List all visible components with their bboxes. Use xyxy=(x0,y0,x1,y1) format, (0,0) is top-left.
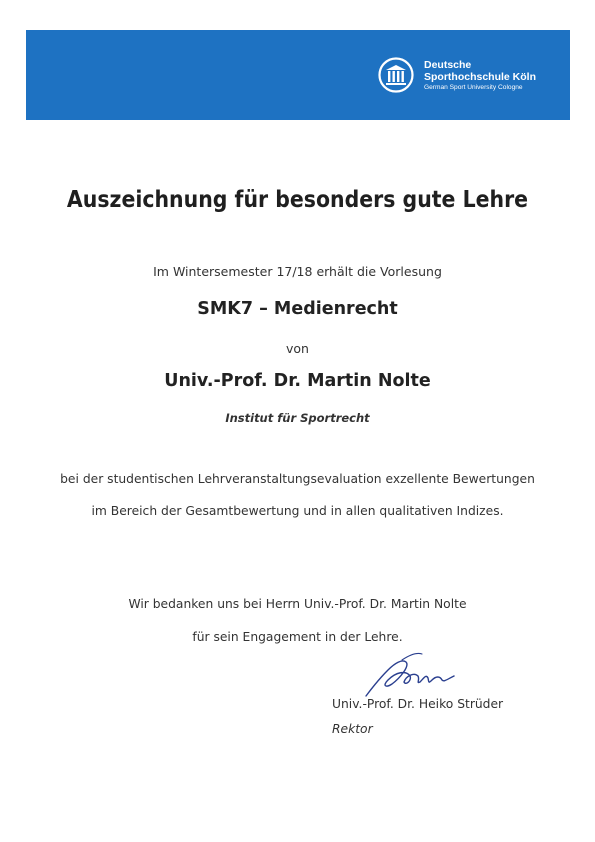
logo-line-1: Deutsche xyxy=(424,59,472,71)
handwritten-signature xyxy=(362,650,458,700)
logo-wordmark xyxy=(424,60,536,92)
signatory-name: Univ.-Prof. Dr. Heiko Strüder xyxy=(332,697,504,711)
signatory-role: Rektor xyxy=(332,722,373,736)
recipient-name: Univ.-Prof. Dr. Martin Nolte xyxy=(164,371,431,391)
course-name: SMK7 – Medienrecht xyxy=(197,299,398,319)
body-line-1: bei der studentischen Lehrveranstaltungsevaluation exzellente Bewertungen xyxy=(60,472,535,486)
von-text: von xyxy=(286,341,309,356)
body-line-2: im Bereich der Gesamtbewertung und in allen qualitativen Indizes. xyxy=(91,504,504,518)
certificate-title: Auszeichnung für besonders gute Lehre xyxy=(66,187,529,213)
header-banner xyxy=(26,30,570,120)
institute-name: Institut für Sportrecht xyxy=(225,411,370,425)
logo-line-3: German Sport University Cologne xyxy=(424,84,523,91)
thanks-line-1: Wir bedanken uns bei Herrn Univ.-Prof. Dr. Martin Nolte xyxy=(128,597,467,611)
logo-line-2: Sporthochschule Köln xyxy=(424,70,537,83)
thanks-line-2: für sein Engagement in der Lehre. xyxy=(192,630,403,644)
intro-text: Im Wintersemester 17/18 erhält die Vorlesung xyxy=(153,264,442,279)
institution-columns-icon xyxy=(378,57,414,93)
